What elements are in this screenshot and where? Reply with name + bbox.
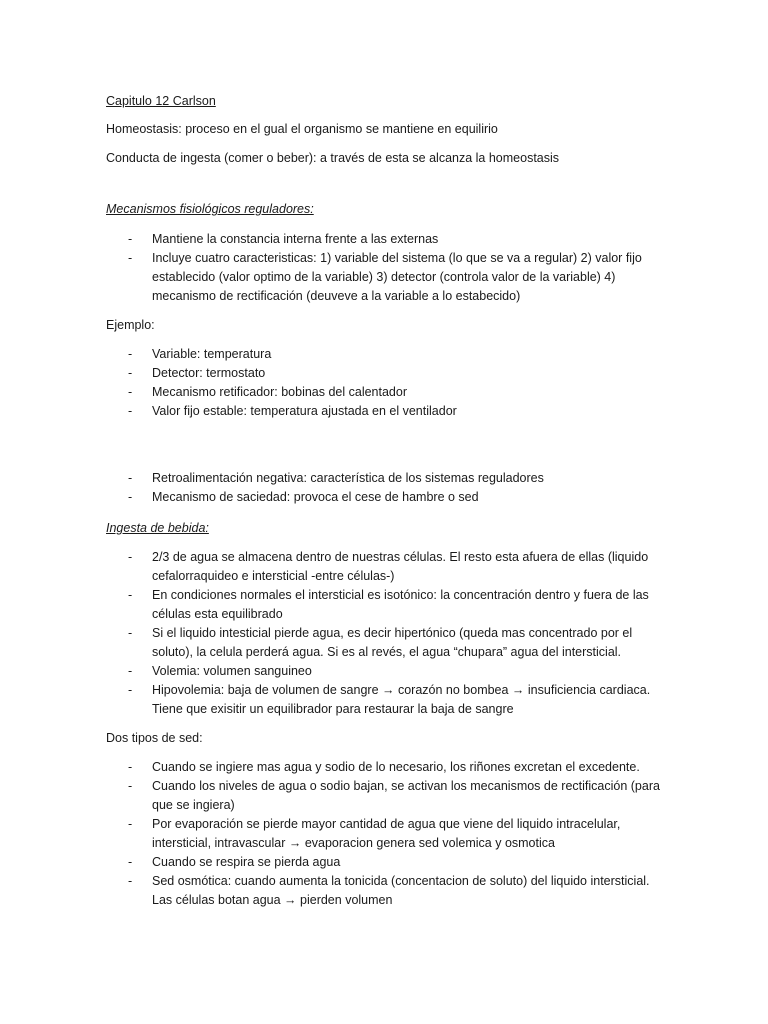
spacer — [106, 431, 668, 469]
list-item: - Volemia: volumen sanguineo — [106, 662, 668, 681]
list-sed — [106, 758, 668, 910]
list-mecanismos — [106, 230, 668, 306]
list-item: - Valor fijo estable: temperatura ajustada en el ventilador — [106, 402, 668, 421]
list-item: - Detector: termostato — [106, 364, 668, 383]
ejemplo-label: Ejemplo: — [106, 318, 155, 332]
list-item: - Cuando los niveles de agua o sodio bajan, se activan los mecanismos de rectificación (para que se ingiera) — [106, 777, 668, 815]
list-item: - Hipovolemia: baja de volumen de sangre → corazón no bombea → insuficiencia cardiaca. Tiene que exisitir un equilibrador para restaurar la baja de sangre — [106, 681, 668, 719]
list-ejemplo — [106, 345, 668, 421]
list-item: - Retroalimentación negativa: característica de los sistemas reguladores — [106, 469, 668, 488]
list-item: - Sed osmótica: cuando aumenta la tonicida (concentacion de soluto) del liquido intersticial. Las células botan agua → pierden volumen — [106, 872, 668, 910]
ingesta-definition: Conducta de ingesta (comer o beber): a través de esta se alcanza la homeostasis — [106, 151, 560, 165]
list-item: - Incluye cuatro caracteristicas: 1) variable del sistema (lo que se va a regular) 2) valor fijo establecido (valor optimo de la variable) 3) detector (controla valor de la variable) 4) mecanismo de rectificación (deuveve a la variable a lo estabecido) — [106, 249, 668, 306]
list-ingesta — [106, 548, 668, 719]
list-item: - Mecanismo retificador: bobinas del calentador — [106, 383, 668, 402]
list-item: - Por evaporación se pierde mayor cantidad de agua que viene del liquido intracelular, intersticial, intravascular → evaporacion genera sed volemica y osmotica — [106, 815, 668, 853]
list-item: - Mantiene la constancia interna frente a las externas — [106, 230, 668, 249]
list-item: - Cuando se ingiere mas agua y sodio de lo necesario, los riñones excretan el excedente. — [106, 758, 668, 777]
dos-tipos-label: Dos tipos de sed: — [106, 731, 203, 745]
list-retroalimentacion — [106, 469, 668, 507]
document-title: Capitulo 12 Carlson — [106, 94, 216, 108]
section-heading-mecanismos: Mecanismos fisiológicos reguladores: — [106, 202, 314, 216]
list-item: - 2/3 de agua se almacena dentro de nuestras células. El resto esta afuera de ellas (liquido cefalorraquideo e intersticial -entre células-) — [106, 548, 668, 586]
list-item: - En condiciones normales el intersticial es isotónico: la concentración dentro y fuera de las células esta equilibrado — [106, 586, 668, 624]
list-item: - Mecanismo de saciedad: provoca el cese de hambre o sed — [106, 488, 668, 507]
list-item: - Cuando se respira se pierda agua — [106, 853, 668, 872]
homeostasis-definition: Homeostasis: proceso en el gual el organismo se mantiene en equilirio — [106, 122, 498, 136]
section-heading-ingesta: Ingesta de bebida: — [106, 521, 209, 535]
list-item: - Si el liquido intesticial pierde agua, es decir hipertónico (queda mas concentrado por el soluto), la celula perderá agua. Si es al revés, el agua “chupara” agua del intersticial. — [106, 624, 668, 662]
list-item: - Variable: temperatura — [106, 345, 668, 364]
